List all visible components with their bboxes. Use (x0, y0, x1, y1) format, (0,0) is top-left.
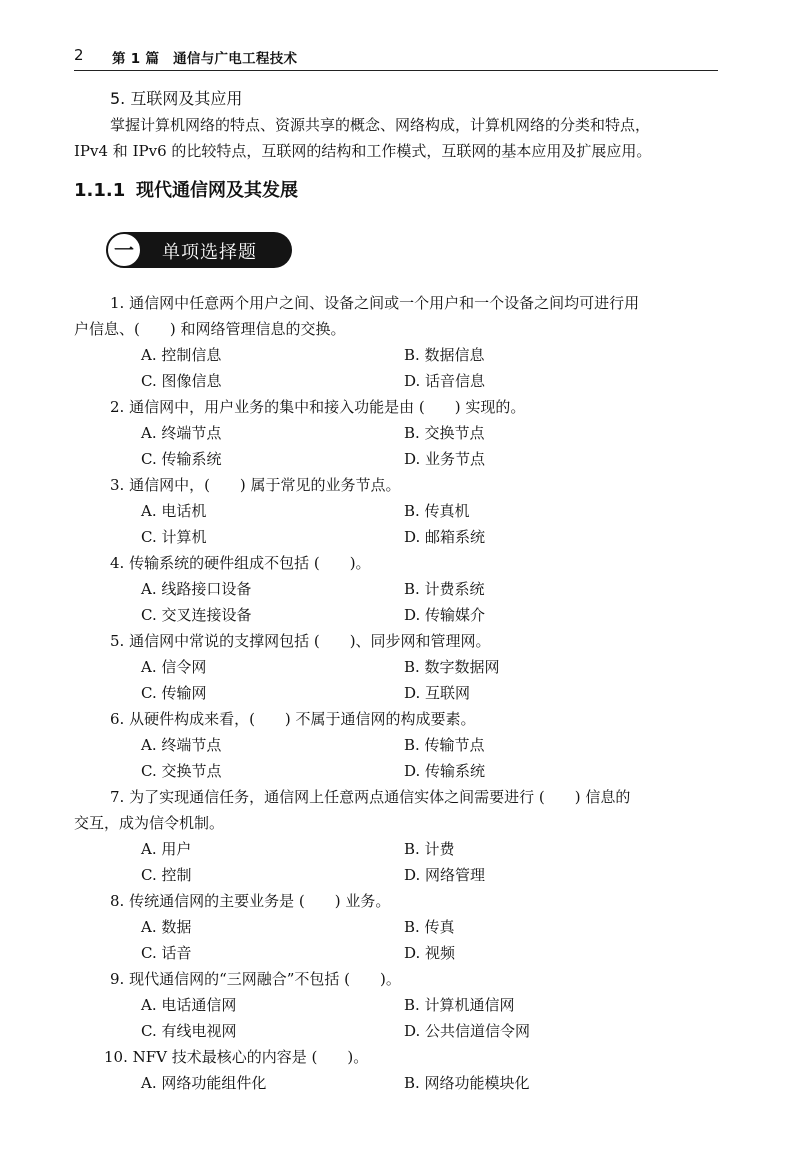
question-10 (74, 1044, 720, 1070)
option-d[interactable]: D. 话音信息 (404, 372, 486, 390)
question-stem: 8. 传统通信网的主要业务是 ( ) 业务。 (110, 892, 391, 910)
question-stem: 交互，成为信令机制。 (74, 814, 225, 832)
option-c[interactable]: C. 交换节点 (141, 762, 222, 780)
section-heading (74, 176, 298, 202)
option-d[interactable]: D. 视频 (404, 944, 456, 962)
question-stem: 户信息、( ) 和网络管理信息的交换。 (74, 320, 346, 338)
part-title: 第 1 篇 通信与广电工程技术 (112, 51, 298, 67)
question-stem: 7. 为了实现通信任务，通信网上任意两点通信实体之间需要进行 ( ) 信息的 (110, 788, 631, 806)
topic-title: 5. 互联网及其应用 (110, 89, 243, 108)
option-c[interactable]: C. 传输网 (141, 684, 207, 702)
question-stem: 2. 通信网中，用户业务的集中和接入功能是由 ( ) 实现的。 (110, 398, 526, 416)
question-type-banner (106, 232, 292, 268)
option-d[interactable]: D. 网络管理 (404, 866, 486, 884)
option-b[interactable]: B. 传真 (404, 918, 455, 936)
banner-label: 单项选择题 (162, 242, 257, 263)
question-stem: 1. 通信网中任意两个用户之间、设备之间或一个用户和一个设备之间均可进行用 (110, 294, 640, 312)
question-2 (74, 394, 720, 420)
option-c[interactable]: C. 计算机 (141, 528, 207, 546)
option-d[interactable]: D. 互联网 (404, 684, 471, 702)
option-c[interactable]: C. 控制 (141, 866, 192, 884)
option-c[interactable]: C. 传输系统 (141, 450, 222, 468)
option-b[interactable]: B. 传真机 (404, 502, 470, 520)
option-a[interactable]: A. 信令网 (141, 658, 207, 676)
question-8 (74, 888, 720, 914)
option-a[interactable]: A. 线路接口设备 (141, 580, 252, 598)
option-a[interactable]: A. 数据 (141, 918, 192, 936)
option-b[interactable]: B. 交换节点 (404, 424, 485, 442)
section-title: 现代通信网及其发展 (136, 180, 298, 201)
option-b[interactable]: B. 计费系统 (404, 580, 485, 598)
option-b[interactable]: B. 计算机通信网 (404, 996, 515, 1014)
question-4 (74, 550, 720, 576)
option-b[interactable]: B. 数字数据网 (404, 658, 500, 676)
running-header (74, 44, 718, 68)
question-stem: 5. 通信网中常说的支撑网包括 ( )、同步网和管理网。 (110, 632, 491, 650)
option-d[interactable]: D. 传输媒介 (404, 606, 486, 624)
option-d[interactable]: D. 传输系统 (404, 762, 486, 780)
option-c[interactable]: C. 图像信息 (141, 372, 222, 390)
question-stem: 3. 通信网中，( ) 属于常见的业务节点。 (110, 476, 401, 494)
question-1 (74, 290, 720, 342)
option-a[interactable]: A. 终端节点 (141, 424, 222, 442)
banner-number: 一 (106, 232, 142, 268)
page-number: 2 (74, 46, 84, 64)
option-a[interactable]: A. 电话通信网 (141, 996, 237, 1014)
question-stem: 4. 传输系统的硬件组成不包括 ( )。 (110, 554, 371, 572)
question-9 (74, 966, 720, 992)
option-a[interactable]: A. 控制信息 (141, 346, 222, 364)
option-c[interactable]: C. 话音 (141, 944, 192, 962)
option-b[interactable]: B. 网络功能模块化 (404, 1074, 530, 1092)
option-c[interactable]: C. 交叉连接设备 (141, 606, 252, 624)
option-a[interactable]: A. 终端节点 (141, 736, 222, 754)
question-6 (74, 706, 720, 732)
option-d[interactable]: D. 公共信道信令网 (404, 1022, 531, 1040)
option-a[interactable]: A. 电话机 (141, 502, 207, 520)
option-a[interactable]: A. 用户 (141, 840, 192, 858)
section-number: 1.1.1 (74, 180, 126, 201)
question-7 (74, 784, 720, 836)
paragraph-line: 掌握计算机网络的特点、资源共享的概念、网络构成，计算机网络的分类和特点， (110, 116, 651, 134)
option-b[interactable]: B. 数据信息 (404, 346, 485, 364)
question-stem: 9. 现代通信网的“三网融合”不包括 ( )。 (110, 970, 401, 988)
option-b[interactable]: B. 计费 (404, 840, 455, 858)
option-b[interactable]: B. 传输节点 (404, 736, 485, 754)
option-a[interactable]: A. 网络功能组件化 (141, 1074, 267, 1092)
topic-paragraph (74, 112, 720, 164)
question-stem: 10. NFV 技术最核心的内容是 ( )。 (104, 1048, 369, 1066)
paragraph-line: IPv4 和 IPv6 的比较特点，互联网的结构和工作模式，互联网的基本应用及扩展应用。 (74, 142, 652, 160)
header-divider (74, 70, 718, 71)
option-c[interactable]: C. 有线电视网 (141, 1022, 237, 1040)
question-5 (74, 628, 720, 654)
option-d[interactable]: D. 邮箱系统 (404, 528, 486, 546)
question-3 (74, 472, 720, 498)
option-d[interactable]: D. 业务节点 (404, 450, 486, 468)
question-stem: 6. 从硬件构成来看，( ) 不属于通信网的构成要素。 (110, 710, 476, 728)
